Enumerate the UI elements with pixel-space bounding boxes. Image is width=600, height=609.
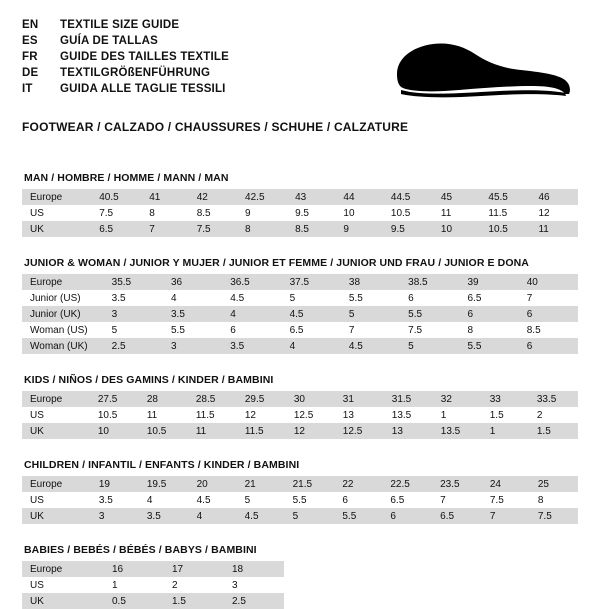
language-code: IT [22, 83, 33, 95]
row-label: Europe [22, 274, 104, 290]
size-cell: 37.5 [282, 274, 341, 290]
size-cell: 35.5 [104, 274, 163, 290]
size-cell: 6 [334, 492, 382, 508]
language-code: ES [22, 35, 38, 47]
size-cell: 11.5 [188, 407, 237, 423]
size-cell: 5 [285, 508, 335, 524]
size-cell: 4 [189, 508, 237, 524]
size-cell: 5 [104, 322, 163, 338]
size-cell: 21 [237, 476, 285, 492]
size-cell: 3.5 [91, 492, 139, 508]
table-row [22, 577, 284, 593]
language-text: TEXTILGRÖßENFÜHRUNG [60, 67, 211, 79]
language-code: EN [22, 19, 39, 31]
size-cell: 13 [384, 423, 433, 439]
size-cell: 20 [189, 476, 237, 492]
language-row [22, 66, 229, 81]
size-cell: 43 [287, 189, 335, 205]
size-cell: 42.5 [237, 189, 287, 205]
size-cell: 6.5 [382, 492, 432, 508]
size-cell: 29.5 [237, 391, 286, 407]
size-cell: 3 [104, 306, 163, 322]
size-cell: 25 [530, 476, 578, 492]
language-text: TEXTILE SIZE GUIDE [60, 19, 180, 31]
table-row [22, 593, 284, 609]
size-cell: 6.5 [432, 508, 482, 524]
size-cell: 1 [104, 577, 164, 593]
size-cell: 10 [90, 423, 139, 439]
size-cell: 36 [163, 274, 222, 290]
size-group-title: MAN / HOMBRE / HOMME / MANN / MAN [24, 172, 229, 184]
size-group [22, 459, 578, 524]
size-cell: 6 [222, 322, 281, 338]
size-cell: 19 [91, 476, 139, 492]
size-cell: 12 [237, 407, 286, 423]
size-cell: 3.5 [222, 338, 281, 354]
row-label: Junior (US) [22, 290, 104, 306]
size-cell: 7.5 [91, 205, 141, 221]
size-cell: 5.5 [460, 338, 519, 354]
size-cell: 13.5 [384, 407, 433, 423]
table-row [22, 338, 578, 354]
size-cell: 4.5 [341, 338, 400, 354]
size-cell: 22.5 [382, 476, 432, 492]
size-cell: 1.5 [529, 423, 578, 439]
size-cell: 8.5 [189, 205, 237, 221]
language-row [22, 82, 229, 97]
size-cell: 6 [460, 306, 519, 322]
size-cell: 10.5 [383, 205, 433, 221]
row-label: Europe [22, 561, 104, 577]
size-cell: 6 [382, 508, 432, 524]
language-row [22, 50, 229, 65]
size-table [22, 274, 578, 354]
size-cell: 40.5 [91, 189, 141, 205]
size-cell: 45 [433, 189, 480, 205]
size-cell: 4.5 [222, 290, 281, 306]
size-cell: 9.5 [383, 221, 433, 237]
size-cell: 3.5 [104, 290, 163, 306]
language-text: GUÍA DE TALLAS [60, 35, 158, 47]
size-cell: 4.5 [237, 508, 285, 524]
table-row [22, 290, 578, 306]
size-cell: 9.5 [287, 205, 335, 221]
size-cell: 31 [335, 391, 384, 407]
size-cell: 11 [188, 423, 237, 439]
size-cell: 2 [529, 407, 578, 423]
size-cell: 38.5 [400, 274, 459, 290]
size-cell: 31.5 [384, 391, 433, 407]
size-group [22, 172, 578, 237]
language-code: DE [22, 67, 39, 79]
size-cell: 13 [335, 407, 384, 423]
size-cell: 12 [286, 423, 335, 439]
dress-shoe-icon [389, 34, 574, 106]
size-cell: 7.5 [482, 492, 530, 508]
size-cell: 13.5 [433, 423, 482, 439]
table-row [22, 391, 578, 407]
size-cell: 5 [341, 306, 400, 322]
size-cell: 7 [432, 492, 482, 508]
size-table [22, 189, 578, 237]
size-cell: 7.5 [530, 508, 578, 524]
size-cell: 1 [433, 407, 482, 423]
size-cell: 28 [139, 391, 188, 407]
size-cell: 10 [433, 221, 480, 237]
size-cell: 19.5 [139, 476, 189, 492]
table-row [22, 189, 578, 205]
size-cell: 45.5 [480, 189, 530, 205]
size-cell: 4 [139, 492, 189, 508]
size-cell: 3 [224, 577, 284, 593]
size-group-title: BABIES / BEBÉS / BÉBÉS / BABYS / BAMBINI [24, 544, 257, 556]
size-cell: 17 [164, 561, 224, 577]
size-cell: 41 [141, 189, 188, 205]
size-cell: 42 [189, 189, 237, 205]
size-cell: 11 [139, 407, 188, 423]
language-list [22, 18, 229, 97]
size-cell: 7 [141, 221, 188, 237]
size-tables [22, 172, 578, 609]
size-cell: 44.5 [383, 189, 433, 205]
size-cell: 12.5 [286, 407, 335, 423]
size-cell: 12 [530, 205, 578, 221]
size-cell: 24 [482, 476, 530, 492]
size-cell: 8 [460, 322, 519, 338]
size-cell: 8 [530, 492, 578, 508]
size-cell: 5.5 [285, 492, 335, 508]
size-cell: 5.5 [400, 306, 459, 322]
size-table [22, 391, 578, 439]
size-cell: 1 [482, 423, 529, 439]
size-cell: 8 [141, 205, 188, 221]
size-cell: 40 [519, 274, 578, 290]
size-cell: 3.5 [163, 306, 222, 322]
size-cell: 4 [163, 290, 222, 306]
size-cell: 22 [334, 476, 382, 492]
size-cell: 46 [530, 189, 578, 205]
header [22, 18, 578, 106]
size-cell: 39 [460, 274, 519, 290]
row-label: Europe [22, 476, 91, 492]
size-group [22, 257, 578, 354]
size-cell: 33.5 [529, 391, 578, 407]
size-cell: 4 [282, 338, 341, 354]
language-row [22, 18, 229, 33]
size-cell: 16 [104, 561, 164, 577]
size-cell: 3 [163, 338, 222, 354]
row-label: UK [22, 508, 91, 524]
size-cell: 44 [335, 189, 382, 205]
size-table [22, 561, 284, 609]
row-label: Europe [22, 189, 91, 205]
size-cell: 10.5 [480, 221, 530, 237]
category-title: FOOTWEAR / CALZADO / CHAUSSURES / SCHUHE / CALZATURE [22, 120, 409, 134]
size-cell: 5.5 [334, 508, 382, 524]
table-row [22, 508, 578, 524]
size-cell: 32 [433, 391, 482, 407]
size-cell: 7.5 [189, 221, 237, 237]
row-label: US [22, 205, 91, 221]
size-cell: 4.5 [282, 306, 341, 322]
size-cell: 12.5 [335, 423, 384, 439]
table-row [22, 492, 578, 508]
size-cell: 8.5 [519, 322, 578, 338]
size-group-title: CHILDREN / INFANTIL / ENFANTS / KINDER / BAMBINI [24, 459, 300, 471]
size-cell: 0.5 [104, 593, 164, 609]
size-cell: 6.5 [282, 322, 341, 338]
table-row [22, 306, 578, 322]
size-cell: 7 [341, 322, 400, 338]
size-cell: 21.5 [285, 476, 335, 492]
size-cell: 6 [400, 290, 459, 306]
table-row [22, 423, 578, 439]
language-text: GUIDE DES TAILLES TEXTILE [60, 51, 229, 63]
size-group [22, 374, 578, 439]
size-cell: 8.5 [287, 221, 335, 237]
row-label: Woman (US) [22, 322, 104, 338]
size-cell: 36.5 [222, 274, 281, 290]
row-label: US [22, 492, 91, 508]
size-cell: 33 [482, 391, 529, 407]
table-row [22, 221, 578, 237]
size-cell: 30 [286, 391, 335, 407]
size-cell: 6 [519, 306, 578, 322]
size-cell: 7.5 [400, 322, 459, 338]
size-cell: 2.5 [104, 338, 163, 354]
table-row [22, 274, 578, 290]
size-cell: 5.5 [341, 290, 400, 306]
row-label: US [22, 407, 90, 423]
size-cell: 3.5 [139, 508, 189, 524]
table-row [22, 476, 578, 492]
row-label: US [22, 577, 104, 593]
row-label: Junior (UK) [22, 306, 104, 322]
table-row [22, 561, 284, 577]
size-group [22, 544, 578, 609]
size-cell: 18 [224, 561, 284, 577]
size-cell: 5 [400, 338, 459, 354]
table-row [22, 205, 578, 221]
row-label: UK [22, 593, 104, 609]
language-code: FR [22, 51, 38, 63]
size-cell: 28.5 [188, 391, 237, 407]
table-row [22, 407, 578, 423]
size-cell: 2 [164, 577, 224, 593]
language-text: GUIDA ALLE TAGLIE TESSILI [60, 83, 226, 95]
size-cell: 11 [433, 205, 480, 221]
size-cell: 5.5 [163, 322, 222, 338]
size-cell: 7 [519, 290, 578, 306]
size-cell: 5 [237, 492, 285, 508]
size-cell: 6.5 [91, 221, 141, 237]
size-cell: 23.5 [432, 476, 482, 492]
size-cell: 6.5 [460, 290, 519, 306]
table-row [22, 322, 578, 338]
size-cell: 38 [341, 274, 400, 290]
size-cell: 27.5 [90, 391, 139, 407]
size-cell: 3 [91, 508, 139, 524]
size-group-title: KIDS / NIÑOS / DES GAMINS / KINDER / BAMBINI [24, 374, 274, 386]
size-cell: 6 [519, 338, 578, 354]
size-cell: 7 [482, 508, 530, 524]
size-cell: 1.5 [482, 407, 529, 423]
row-label: UK [22, 423, 90, 439]
size-cell: 11.5 [237, 423, 286, 439]
row-label: UK [22, 221, 91, 237]
size-group-title: JUNIOR & WOMAN / JUNIOR Y MUJER / JUNIOR ET FEMME / JUNIOR UND FRAU / JUNIOR E DONA [24, 257, 529, 269]
size-cell: 2.5 [224, 593, 284, 609]
size-cell: 10.5 [90, 407, 139, 423]
size-cell: 10.5 [139, 423, 188, 439]
row-label: Woman (UK) [22, 338, 104, 354]
size-cell: 11.5 [480, 205, 530, 221]
size-cell: 10 [335, 205, 382, 221]
size-cell: 4 [222, 306, 281, 322]
size-table [22, 476, 578, 524]
size-cell: 5 [282, 290, 341, 306]
size-cell: 9 [335, 221, 382, 237]
size-cell: 11 [530, 221, 578, 237]
row-label: Europe [22, 391, 90, 407]
size-cell: 8 [237, 221, 287, 237]
size-cell: 1.5 [164, 593, 224, 609]
size-cell: 9 [237, 205, 287, 221]
language-row [22, 34, 229, 49]
size-cell: 4.5 [189, 492, 237, 508]
